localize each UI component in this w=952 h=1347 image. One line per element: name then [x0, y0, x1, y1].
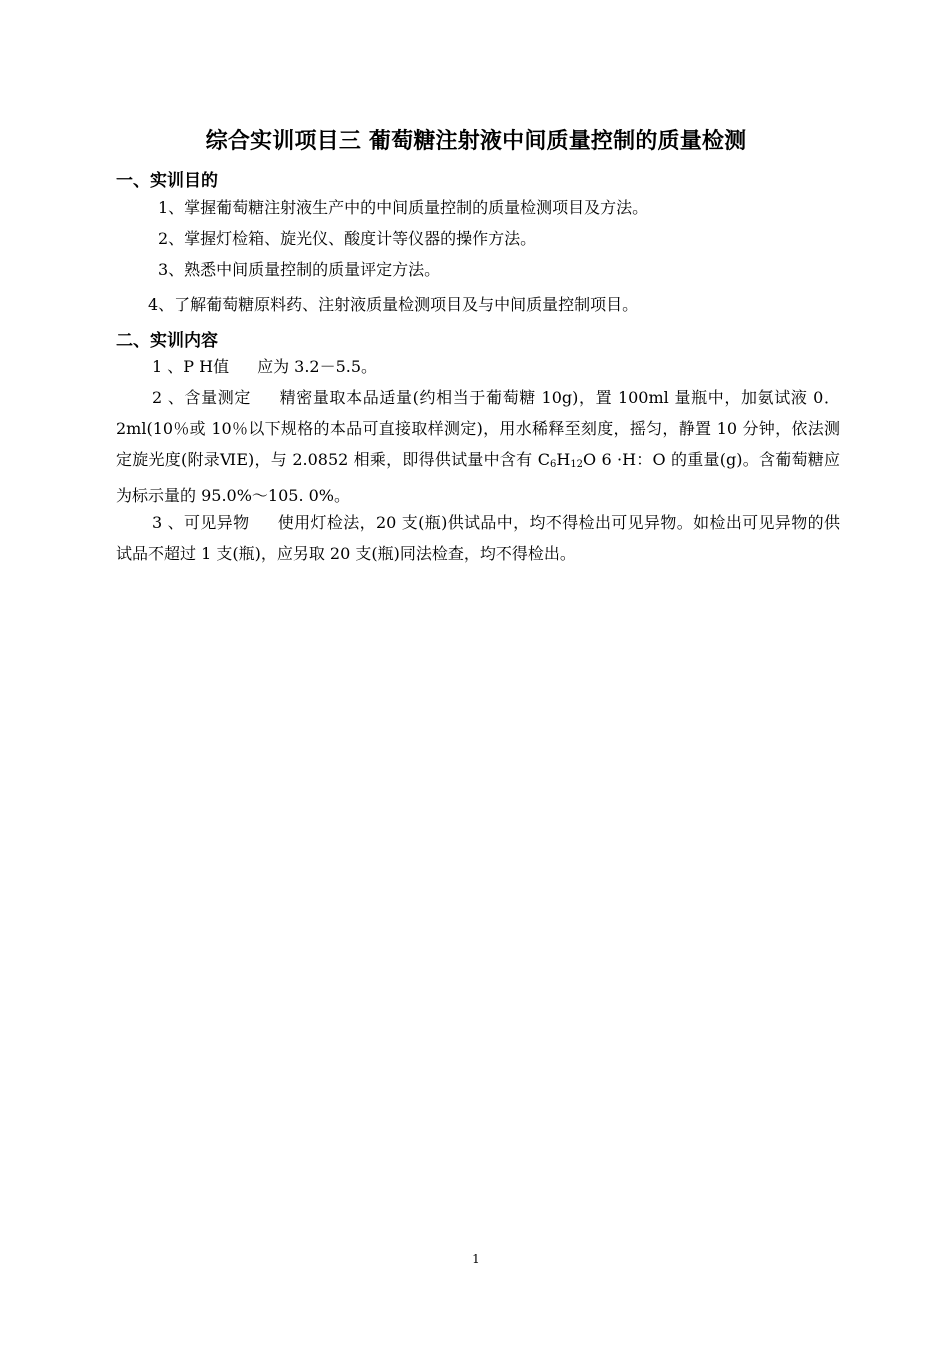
- content-item-ph: [152, 357, 377, 377]
- assay-sub-2: 12: [570, 459, 584, 470]
- assay-label: 2 、含量测定: [152, 388, 251, 407]
- assay-sub-1: 6: [549, 459, 557, 470]
- assay-mid: H: [556, 450, 571, 469]
- assay-text-before: 精密量取本品适量(约相当于葡萄糖 10g)，置 100ml 量瓶中，加氨试液 0．2ml(10％或 10％以下规格的本品可直接取样测定)，用水稀释至刻度，摇匀，静置 10 分钟，依法测定旋光度(附录ⅥE)，与 2.0852 相乘，即得供试量中含有 C: [116, 388, 840, 469]
- particles-text: 使用灯检法，20 支(瓶)供试品中，均不得检出可见异物。如检出可见异物的供试品不超过 1 支(瓶)，应另取 20 支(瓶)同法检查，均不得检出。: [116, 513, 840, 563]
- section-1-item-4: 4、了解葡萄糖原料药、注射液质量检测项目及与中间质量控制项目。: [148, 295, 639, 314]
- section-1-item-3: 3、熟悉中间质量控制的质量评定方法。: [158, 260, 441, 279]
- content-item-visible-particles: [116, 507, 840, 569]
- ph-text: 应为 3.2－5.5。: [257, 357, 378, 376]
- content-item-assay: [116, 382, 840, 511]
- section-1-item-2: 2、掌握灯检箱、旋光仪、酸度计等仪器的操作方法。: [158, 229, 537, 248]
- section-2-heading: 二、实训内容: [116, 331, 218, 351]
- document-title: 综合实训项目三 葡萄糖注射液中间质量控制的质量检测: [205, 128, 747, 154]
- ph-label: 1 、P H值: [152, 357, 230, 376]
- section-1-heading: 一、实训目的: [116, 171, 218, 191]
- section-1-item-1: 1、掌握葡萄糖注射液生产中的中间质量控制的质量检测项目及方法。: [158, 198, 649, 217]
- particles-label: 3 、可见异物: [152, 513, 250, 532]
- assay-text-after: O 6 ·H：O 的重量(g)。含葡萄糖应为标示量的 95.0%～105. 0%。: [116, 450, 840, 505]
- page-number: 1: [472, 1252, 480, 1266]
